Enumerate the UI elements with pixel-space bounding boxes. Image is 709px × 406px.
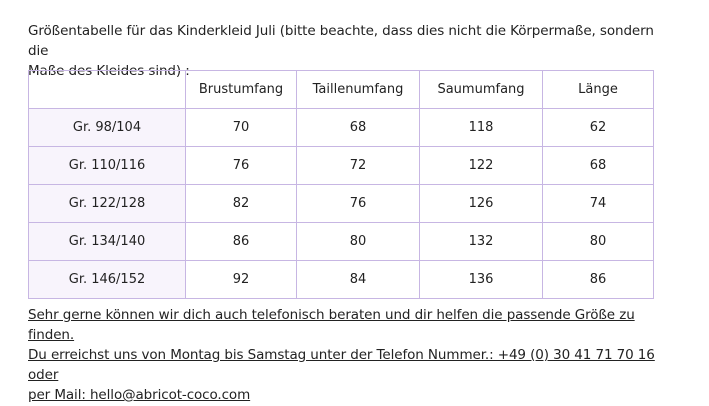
contact-text [28,305,668,405]
laenge-cell: 80 [543,223,654,261]
table-header-row [29,71,654,109]
contact-line-1: Sehr gerne können wir dich auch telefonisch beraten und dir helfen die passende Größe zu finden. [28,307,635,343]
brustumfang-cell: 86 [186,223,297,261]
size-label-cell: Gr. 110/116 [29,147,186,185]
taillenumfang-cell: 80 [297,223,420,261]
header-laenge: Länge [543,71,654,109]
taillenumfang-cell: 68 [297,109,420,147]
saumumfang-cell: 136 [420,261,543,299]
header-brustumfang: Brustumfang [186,71,297,109]
intro-line-2: Maße des Kleides sind) : [28,63,190,79]
size-table [28,70,654,299]
header-taillenumfang: Taillenumfang [297,71,420,109]
saumumfang-cell: 132 [420,223,543,261]
intro-line-1: Größentabelle für das Kinderkleid Juli (bitte beachte, dass dies nicht die Körpermaße, sondern die [28,23,654,59]
contact-line-2: Du erreichst uns von Montag bis Samstag unter der Telefon Nummer.: +49 (0) 30 41 71 70 16 oder [28,347,655,383]
brustumfang-cell: 82 [186,185,297,223]
taillenumfang-cell: 72 [297,147,420,185]
saumumfang-cell: 126 [420,185,543,223]
header-corner-cell [29,71,186,109]
taillenumfang-cell: 84 [297,261,420,299]
contact-email-link[interactable]: per Mail: hello@abricot-coco.com [28,387,251,403]
table-row [29,109,654,147]
table-row [29,147,654,185]
taillenumfang-cell: 76 [297,185,420,223]
size-label-cell: Gr. 146/152 [29,261,186,299]
table-row [29,223,654,261]
brustumfang-cell: 92 [186,261,297,299]
table-row [29,185,654,223]
brustumfang-cell: 70 [186,109,297,147]
saumumfang-cell: 122 [420,147,543,185]
saumumfang-cell: 118 [420,109,543,147]
laenge-cell: 62 [543,109,654,147]
brustumfang-cell: 76 [186,147,297,185]
size-label-cell: Gr. 122/128 [29,185,186,223]
laenge-cell: 74 [543,185,654,223]
laenge-cell: 68 [543,147,654,185]
laenge-cell: 86 [543,261,654,299]
size-label-cell: Gr. 134/140 [29,223,186,261]
size-label-cell: Gr. 98/104 [29,109,186,147]
header-saumumfang: Saumumfang [420,71,543,109]
table-row [29,261,654,299]
